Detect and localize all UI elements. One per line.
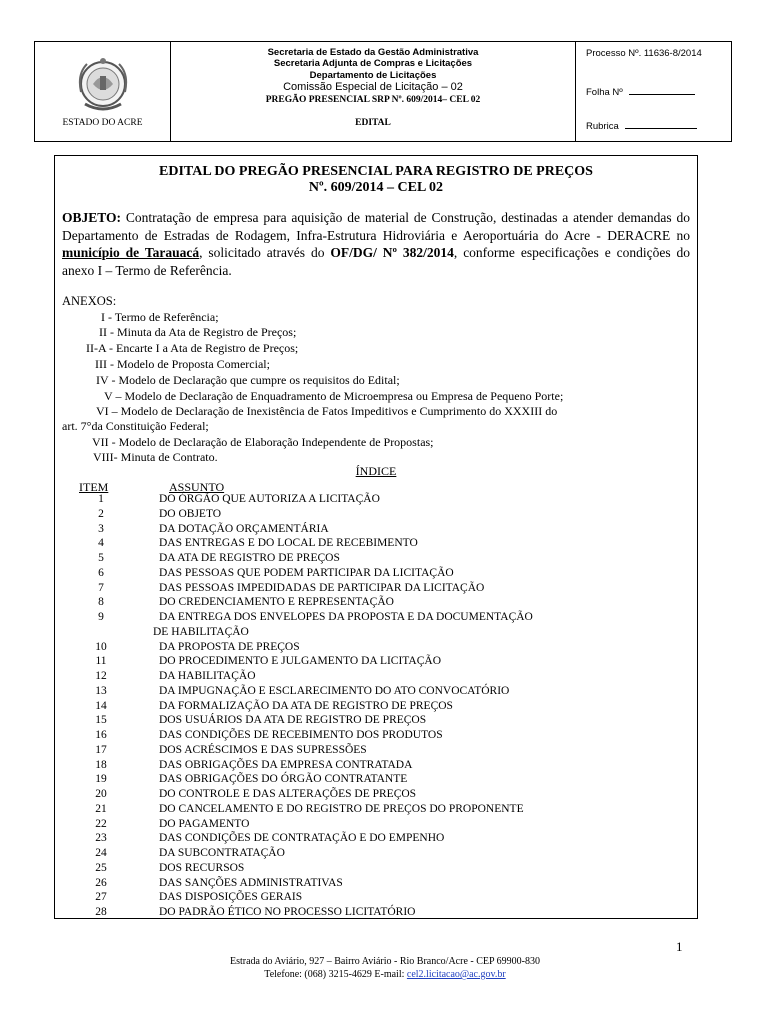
pregao-reference: PREGÃO PRESENCIAL SRP Nº. 609/2014– CEL 02 — [265, 95, 481, 105]
process-number: Processo Nº. 11636-8/2014 — [586, 48, 702, 59]
indice-item-number: 5 — [98, 552, 104, 564]
indice-col-assunto: ASSUNTO — [169, 480, 225, 494]
indice-item-number: 24 — [95, 847, 107, 859]
edital-number: Nº. 609/2014 – CEL 02 — [308, 180, 444, 195]
indice-item-subject: DO PAGAMENTO — [159, 817, 250, 830]
indice-item-number: 4 — [98, 537, 104, 550]
indice-item-subject: DO CONTROLE E DAS ALTERAÇÕES DE PREÇOS — [159, 788, 417, 800]
indice-item-subject: DO CREDENCIAMENTO E REPRESENTAÇÃO — [159, 596, 394, 609]
anexo-item: V – Modelo de Declaração de Enquadramento de Microempresa ou Empresa de Pequeno Porte; — [104, 389, 564, 403]
indice-item-number: 20 — [95, 788, 107, 800]
anexo-item-continuation: art. 7°da Constituição Federal; — [62, 419, 209, 433]
indice-item-number: 22 — [95, 817, 107, 830]
objeto-text-a: Contratação de empresa para aquisição de material de Construção, destinadas a atender demandas do Departamento de Estradas de Rodagem, Infra-Estrutura Hidroviária e Aeroportuária do Acre - DERACRE no — [62, 210, 690, 243]
indice-item-subject: DO PROCEDIMENTO E JULGAMENTO DA LICITAÇÃO — [159, 655, 441, 668]
indice-item-number: 18 — [95, 758, 107, 771]
state-name: ESTADO DO ACRE — [62, 118, 143, 128]
objeto-text-c: , conforme especificações e condições do anexo I – Termo de Referência. — [62, 245, 690, 278]
indice-title: ÍNDICE — [355, 464, 397, 478]
indice-item-number: 15 — [95, 714, 107, 727]
anexo-item: II - Minuta da Ata de Registro de Preços; — [99, 325, 297, 339]
indice-item-number: 23 — [95, 832, 107, 845]
indice-item-subject: DOS ACRÉSCIMOS E DAS SUPRESSÕES — [159, 743, 367, 756]
indice-item-number: 21 — [95, 802, 107, 815]
anexo-item: II-A - Encarte I a Ata de Registro de Preços; — [86, 341, 299, 355]
indice-item-number: 2 — [98, 507, 104, 520]
indice-item-number: 6 — [98, 566, 104, 579]
indice-item-subject: DAS CONDIÇÕES DE RECEBIMENTO DOS PRODUTOS — [159, 729, 443, 741]
municipio-name: município de Tarauacá — [62, 245, 200, 260]
indice-item-number: 27 — [95, 891, 107, 904]
indice-item-subject: DA PROPOSTA DE PREÇOS — [159, 640, 300, 653]
header-agency-cell — [171, 42, 576, 141]
indice-item-subject: DE HABILITAÇÃO — [153, 625, 249, 638]
agency-line-3: Departamento de Licitações — [309, 70, 437, 81]
rubrica-blank-line — [625, 120, 697, 129]
document-header — [34, 41, 732, 142]
rubrica-field — [586, 120, 697, 132]
indice-item-number: 14 — [95, 699, 107, 712]
header-emblem-cell — [35, 42, 171, 141]
objeto-label: OBJETO: — [62, 210, 122, 225]
footer-email-link[interactable]: cel2.licitacao@ac.gov.br — [406, 969, 506, 980]
anexos-heading: ANEXOS: — [62, 294, 117, 308]
indice-item-subject: DAS PESSOAS QUE PODEM PARTICIPAR DA LICITAÇÃO — [159, 566, 454, 579]
indice-item-subject: DO PADRÃO ÉTICO NO PROCESSO LICITATÓRIO — [159, 906, 416, 918]
anexo-item: IV - Modelo de Declaração que cumpre os requisitos do Edital; — [96, 373, 400, 387]
indice-item-subject: DAS OBRIGAÇÕES DO ÓRGÃO CONTRATANTE — [159, 773, 408, 786]
indice-item-subject: DOS USUÁRIOS DA ATA DE REGISTRO DE PREÇOS — [159, 714, 427, 727]
indice-item-number: 26 — [95, 876, 107, 889]
indice-item-number: 11 — [95, 655, 107, 668]
indice-item-subject: DA ATA DE REGISTRO DE PREÇOS — [159, 552, 340, 564]
agency-line-2: Secretaria Adjunta de Compras e Licitações — [273, 58, 473, 69]
indice-item-subject: DAS DISPOSIÇÕES GERAIS — [159, 891, 303, 904]
footer-phone: Telefone: (068) 3215-4629 E-mail: — [264, 969, 405, 980]
header-process-cell — [576, 42, 731, 141]
indice-item-subject: DA FORMALIZAÇÃO DA ATA DE REGISTRO DE PREÇOS — [159, 699, 453, 712]
edital-body — [54, 155, 698, 919]
indice-item-number: 10 — [95, 640, 107, 653]
indice-item-number: 13 — [95, 684, 107, 697]
folha-label: Folha Nº — [586, 87, 623, 98]
indice-item-subject: DA IMPUGNAÇÃO E ESCLARECIMENTO DO ATO CONVOCATÓRIO — [159, 684, 510, 697]
oficio-reference: OF/DG/ Nº 382/2014 — [330, 245, 454, 260]
footer-address: Estrada do Aviário, 927 – Bairro Aviário - Rio Branco/Acre - CEP 69900-830 — [229, 956, 541, 967]
indice-item-subject: DAS CONDIÇÕES DE CONTRATAÇÃO E DO EMPENHO — [159, 832, 445, 845]
indice-item-number: 8 — [98, 596, 104, 609]
rubrica-label: Rubrica — [586, 121, 619, 132]
indice-item-number: 16 — [95, 729, 107, 741]
indice-item-number: 12 — [95, 670, 107, 682]
footer-contact — [0, 969, 770, 980]
commission-name: Comissão Especial de Licitação – 02 — [283, 81, 463, 93]
indice-item-number: 7 — [98, 581, 104, 594]
indice-item-number: 3 — [98, 522, 104, 535]
indice-item-number: 1 — [98, 493, 104, 505]
anexo-item: I - Termo de Referência; — [101, 310, 219, 324]
indice-item-subject: DAS SANÇÕES ADMINISTRATIVAS — [159, 876, 343, 889]
indice-item-number: 17 — [95, 743, 107, 756]
indice-item-number: 9 — [98, 611, 104, 623]
anexo-item: VIII- Minuta de Contrato. — [93, 450, 218, 464]
page-number: 1 — [676, 939, 683, 954]
objeto-paragraph — [62, 209, 690, 279]
anexo-item: VII - Modelo de Declaração de Elaboração Independente de Propostas; — [92, 435, 434, 449]
indice-item-subject: DO CANCELAMENTO E DO REGISTRO DE PREÇOS DO PROPONENTE — [159, 802, 524, 815]
folha-blank-line — [629, 86, 695, 95]
indice-item-subject: DAS ENTREGAS E DO LOCAL DE RECEBIMENTO — [159, 537, 418, 550]
document-type: EDITAL — [355, 118, 391, 128]
indice-item-number: 25 — [95, 861, 107, 874]
edital-title: EDITAL DO PREGÃO PRESENCIAL PARA REGISTRO DE PREÇOS — [159, 164, 593, 179]
indice-item-subject: DO ÓRGÃO QUE AUTORIZA A LICITAÇÃO — [159, 493, 380, 505]
indice-item-subject: DOS RECURSOS — [159, 861, 245, 874]
indice-item-subject: DA ENTREGA DOS ENVELOPES DA PROPOSTA E DA DOCUMENTAÇÃO — [159, 611, 533, 623]
indice-item-subject: DAS OBRIGAÇÕES DA EMPRESA CONTRATADA — [159, 758, 413, 771]
anexo-item: VI – Modelo de Declaração de Inexistência de Fatos Impeditivos e Cumprimento do XXXIII do — [96, 404, 558, 418]
indice-item-number: 28 — [95, 906, 107, 918]
indice-item-subject: DA DOTAÇÃO ORÇAMENTÁRIA — [159, 522, 329, 535]
indice-item-subject: DA HABILITAÇÃO — [159, 670, 256, 682]
indice-item-number: 19 — [95, 773, 107, 786]
indice-col-item: ITEM — [79, 480, 109, 494]
objeto-text-b: , solicitado através do — [199, 245, 331, 260]
indice-item-subject: DO OBJETO — [159, 507, 222, 520]
anexo-item: III - Modelo de Proposta Comercial; — [95, 357, 270, 371]
indice-item-subject: DAS PESSOAS IMPEDIDADAS DE PARTICIPAR DA LICITAÇÃO — [159, 581, 485, 594]
state-seal-icon — [73, 54, 133, 118]
folha-field — [586, 86, 695, 98]
indice-item-subject: DA SUBCONTRATAÇÃO — [159, 847, 285, 859]
agency-line-1: Secretaria de Estado da Gestão Administrativa — [267, 47, 479, 58]
